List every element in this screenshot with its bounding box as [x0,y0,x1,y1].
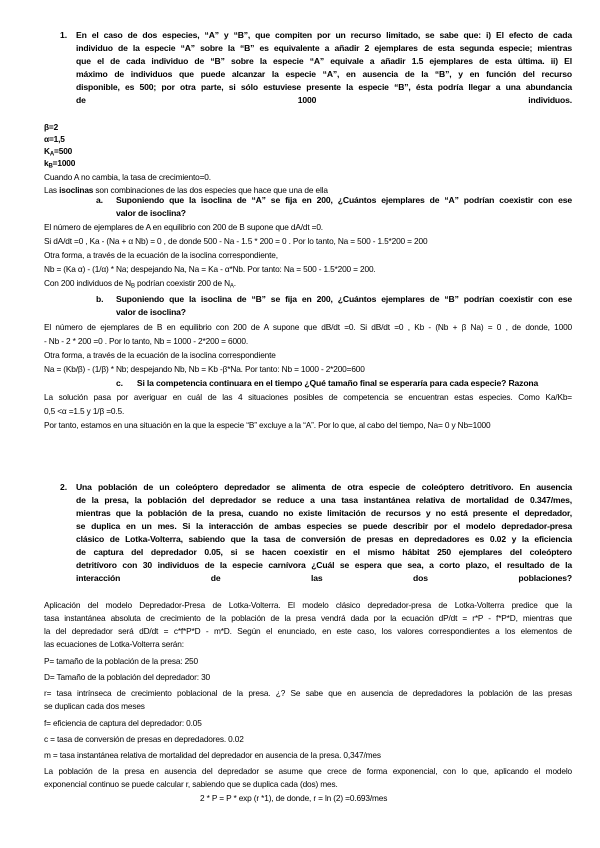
body-text: El número de ejemplares de B en equilibrio con 200 de A supone que dB/dt =0. Si dB/dt =0 , Kb - (Nb + β Na) = 0 , de donde, 1000 [44,322,572,332]
body-text: Otra forma, a través de la ecuación de la isoclina correspondiente [44,350,276,360]
q2-statement-line: se duplica en un mes. Si la interacción de ambas especies se puede describir por el modelo depredador-presa [76,521,572,531]
body-text: se duplican cada dos meses [44,701,145,711]
body-text: tasa instantánea absoluta de crecimiento de la población de la presa vendrá dada por la ecuación dP/dt = r*P - f*P*D, mientras que [44,613,572,623]
body-text: f= eficiencia de captura del depredador: 0.05 [44,718,202,728]
param-kb: $k_B=1000$ [44,158,76,170]
body-text: Cuando A no cambia, la tasa de crecimiento=0. [44,172,211,182]
body-text: c = tasa de conversión de presas en depredadores. 0.02 [44,734,244,744]
body-text: - Nb - 2 * 200 =0 . Por lo tanto, Nb = 1000 - 2*200 = 6000. [44,336,249,346]
q2-statement-line: detritívoro con 30 individuos de la especie carnívora ¿Cuál se espera que sea, a corto plazo, el resultado de la [76,560,572,570]
q1b-question-line: valor de isoclina? [116,307,186,317]
q1-statement-line: individuo de la especie “A” sobre la “B” es equivalente a añadir 2 ejemplares de esta segunda especie; mientras [76,43,572,53]
body-text: Con 200 individuos de $N_B$ podrían coexistir 200 de $N_A$. [44,278,236,290]
body-text: D= Tamaño de la población del depredador: 30 [44,672,210,682]
q1-statement-line: disponible, es 500; por otra parte, si sólo estuviese presente la especie “B”, ésta podría llegar a una abundancia [76,82,572,92]
q1a-question-line: Suponiendo que la isoclina de “A” se fija en 200, ¿Cuántos ejemplares de “A” podrían coexistir con ese [116,195,572,205]
q2-statement-line: mientras que la población de la presa, cuando no existe limitación de recursos y no está presente el depredador, [76,508,572,518]
q2-statement-line: Una población de un coleóptero depredador se alimenta de otra especie de coleóptero detritívoro. En ausencia [76,482,572,492]
body-text: El número de ejemplares de A en equilibrio con 200 de B supone que dA/dt =0. [44,222,323,232]
q1b-letter: b. [96,294,104,304]
body-text: r= tasa intrínseca de crecimiento poblacional de la presa. ¿? Se sabe que en ausencia de depredadores la población de las presas [44,688,572,698]
q1-number: 1. [60,30,68,40]
q1a-letter: a. [96,195,103,205]
q1a-question-line: valor de isoclina? [116,208,186,218]
q2-statement-line: de captura del depredador 0.05, si se hacen coexistir en el mismo hábitat 250 ejemplares del coleóptero [76,547,572,557]
q2-number: 2. [60,482,68,492]
param-alpha: α=1,5 [44,134,65,144]
formula: 2 * P = P * exp (r *1), de donde, r = ln (2) =0.693/mes [200,793,388,803]
body-text: Las isoclinas son combinaciones de las dos especies que hace que una de ella [44,185,328,195]
q1b-question-line: Suponiendo que la isoclina de “B” se fija en 200, ¿Cuántos ejemplares de “B” podrían coexistir con ese [116,294,572,304]
body-text: exponencial continuo se puede calcular r, sabiendo que se duplica cada (dos) mes. [44,779,338,789]
body-text: Por tanto, estamos en una situación en la que la especie “B” excluye a la “A”. Por lo que, al cabo del tiempo, Na= 0 y Nb=1000 [44,420,491,430]
q1-statement-line: de 1000 individuos. [76,95,572,105]
body-text: Na = (Kb/β) - (1/β) * Nb; despejando Nb, Nb = Kb -β*Na. Por tanto: Nb = 1000 - 2*200=600 [44,364,365,374]
body-text: la del depredador será dD/dt = c*f*P*D - m*D. Según el enunciado, en este caso, los valores correspondientes a los elementos de [44,626,572,636]
body-text: La solución pasa por averiguar en cuál de las 4 situaciones posibles de competencia se encuentran estas especies. Como Ka/Kb= [44,392,572,402]
param-ka: $K_A=500$ [44,146,73,158]
body-text: las ecuaciones de Lotka-Volterra serán: [44,639,184,649]
body-text: Si dA/dt =0 , Ka - (Na + α Nb) = 0 , de donde 500 - Na - 1.5 * 200 = 0 . Por lo tanto, Na = 500 - 1.5*200 = 200 [44,236,428,246]
body-text: P= tamaño de la población de la presa: 250 [44,656,198,666]
body-text: La población de la presa en ausencia del depredador se asume que crece de forma exponencial, con lo que, aplicando el modelo [44,766,572,776]
q2-statement-line: interacción de las dos poblaciones? [76,573,572,583]
q2-statement-line: de la presa, la población del depredador se reduce a una tasa instantánea relativa de mortalidad de 0.347/mes, [76,495,572,505]
q1-statement-line: máximo de individuos que puede alcanzar la especie “A”, en ausencia de la “B”, y en función del recurso [76,69,572,79]
q1-statement-line: que el de cada individuo de “B” sobre la especie “A” equivale a añadir 1.5 ejemplares de esta última. ii) El [76,56,572,66]
q2-statement-line: clásico de Lotka-Volterra, sabiendo que la tasa de conversión de presas en depredadores es 0.02 y la eficiencia [76,534,572,544]
q1c-question: c. Si la competencia continuara en el tiempo ¿Qué tamaño final se esperaría para cada especie? Razona [116,378,539,388]
body-text: Otra forma, a través de la ecuación de la isoclina correspondiente, [44,250,278,260]
body-text: m = tasa instantánea relativa de mortalidad del depredador en ausencia de la presa. 0,347/mes [44,750,381,760]
body-text: 0,5 <α =1.5 y 1/β =0.5. [44,406,125,416]
q1-statement-line: En el caso de dos especies, “A” y “B”, que compiten por un recurso limitado, se sabe que: i) El efecto de cada [76,30,572,40]
param-beta: β=2 [44,122,59,132]
body-text: Aplicación del modelo Depredador-Presa de Lotka-Volterra. El modelo clásico depredador-presa de Lotka-Volterra predice que la [44,600,572,610]
body-text: Nb = (Ka α) - (1/α) * Na; despejando Na, Na = Ka - α*Nb. Por tanto: Na = 500 - 1.5*200 = 200. [44,264,376,274]
